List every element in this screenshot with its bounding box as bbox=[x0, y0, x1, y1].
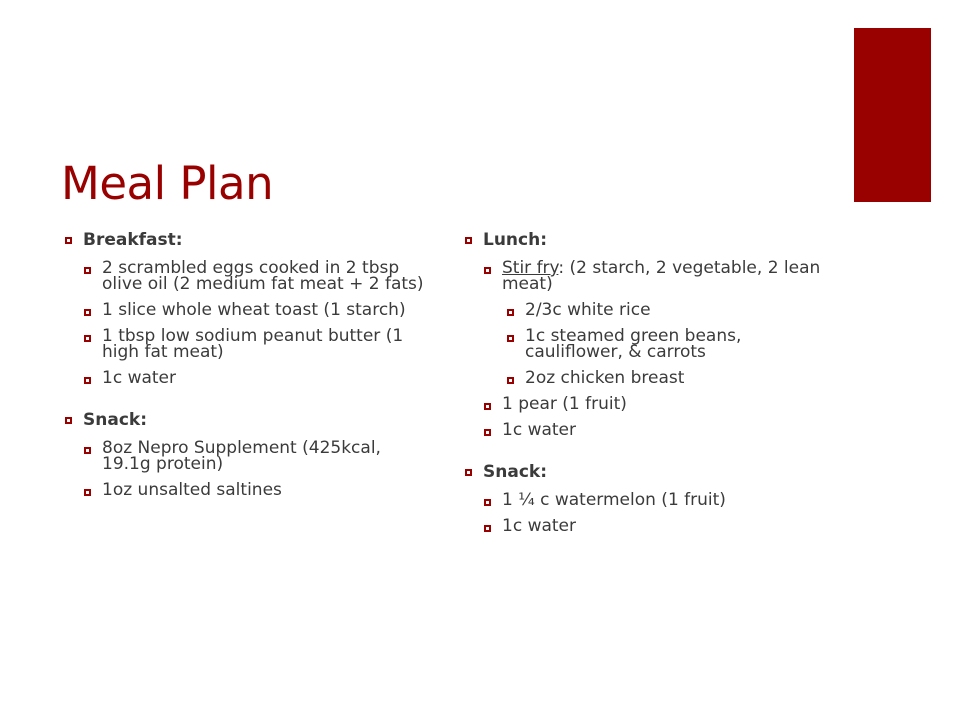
list-item: 1c water bbox=[484, 518, 825, 534]
bullet-icon bbox=[65, 417, 72, 424]
bullet-icon bbox=[484, 429, 491, 436]
left-section-list bbox=[65, 230, 425, 498]
lunch-section bbox=[465, 230, 825, 438]
bullet-icon bbox=[84, 267, 91, 274]
stir-fry-label: Stir fry bbox=[502, 258, 559, 278]
lunch-items bbox=[465, 260, 825, 438]
list-item: 2 scrambled eggs cooked in 2 tbsp olive oil (2 medium fat meat + 2 fats) bbox=[84, 260, 425, 292]
bullet-icon bbox=[507, 377, 514, 384]
list-item: 1 pear (1 fruit) bbox=[484, 396, 825, 412]
bullet-icon bbox=[84, 377, 91, 384]
left-column bbox=[65, 230, 425, 498]
bullet-icon bbox=[484, 525, 491, 532]
bullet-icon bbox=[65, 237, 72, 244]
bullet-icon bbox=[465, 469, 472, 476]
right-section-list bbox=[465, 230, 825, 534]
list-item: 1c water bbox=[84, 370, 425, 386]
list-item: 1 ¼ c watermelon (1 fruit) bbox=[484, 492, 825, 508]
accent-bar bbox=[854, 28, 931, 202]
right-column bbox=[465, 230, 825, 534]
snack-section-left bbox=[65, 410, 425, 498]
bullet-icon bbox=[84, 309, 91, 316]
stir-fry-sub-items bbox=[484, 302, 825, 386]
bullet-icon bbox=[507, 335, 514, 342]
section-heading-lunch: Lunch: bbox=[483, 230, 548, 250]
section-heading-snack: Snack: bbox=[483, 462, 547, 482]
section-heading-breakfast: Breakfast: bbox=[83, 230, 183, 250]
list-item: 8oz Nepro Supplement (425kcal, 19.1g protein) bbox=[84, 440, 425, 472]
list-item: 1 slice whole wheat toast (1 starch) bbox=[84, 302, 425, 318]
breakfast-section bbox=[65, 230, 425, 386]
bullet-icon bbox=[484, 403, 491, 410]
list-item: 2oz chicken breast bbox=[507, 370, 825, 386]
list-item: 1c water bbox=[484, 422, 825, 438]
list-item-stir-fry: Stir fry: (2 starch, 2 vegetable, 2 lean meat) 2/3c white rice 1c steamed green beans, cauliflower, & carrots 2oz chicken breast bbox=[484, 260, 825, 386]
list-item: 1oz unsalted saltines bbox=[84, 482, 425, 498]
bullet-icon bbox=[84, 447, 91, 454]
bullet-icon bbox=[507, 309, 514, 316]
list-item: 2/3c white rice bbox=[507, 302, 825, 318]
section-heading-snack: Snack: bbox=[83, 410, 147, 430]
list-item: 1 tbsp low sodium peanut butter (1 high fat meat) bbox=[84, 328, 425, 360]
breakfast-items bbox=[65, 260, 425, 386]
snack-items bbox=[65, 440, 425, 498]
bullet-icon bbox=[484, 499, 491, 506]
bullet-icon bbox=[84, 489, 91, 496]
snack-section-right bbox=[465, 462, 825, 534]
bullet-icon bbox=[465, 237, 472, 244]
list-item: 1c steamed green beans, cauliflower, & carrots bbox=[507, 328, 825, 360]
snack-items bbox=[465, 492, 825, 534]
bullet-icon bbox=[84, 335, 91, 342]
slide-title: Meal Plan bbox=[61, 157, 274, 210]
bullet-icon bbox=[484, 267, 491, 274]
